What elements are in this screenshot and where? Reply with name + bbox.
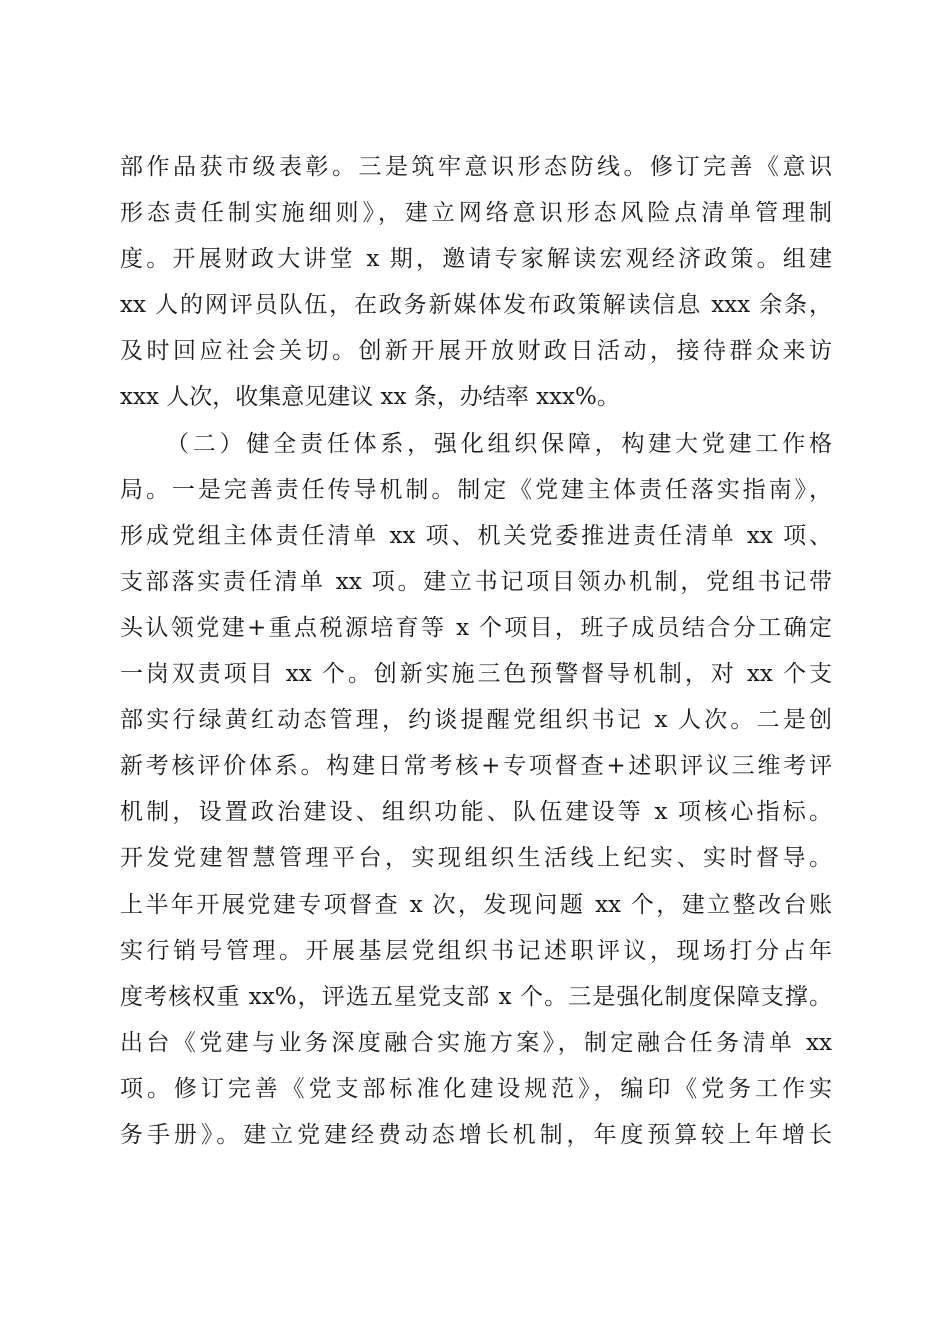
text-line: 出台《党建与业务深度融合实施方案》，制定融合任务清单 xx (120, 1029, 832, 1056)
section-heading-line: （二）健全责任体系，强化组织保障，构建大党建工作格 (166, 430, 832, 457)
text-line: 项。修订完善《党支部标准化建设规范》，编印《党务工作实 (120, 1075, 832, 1102)
text-line: 部实行绿黄红动态管理，约谈提醒党组织书记 x 人次。二是创 (120, 707, 832, 734)
text-line: 及时回应社会关切。创新开展开放财政日活动，接待群众来访 (120, 338, 832, 365)
text-line: 度。开展财政大讲堂 x 期，邀请专家解读宏观经济政策。组建 (120, 246, 832, 273)
text-line: 头认领党建+重点税源培育等 x 个项目，班子成员结合分工确定 (120, 614, 832, 641)
text-line: 一岗双责项目 xx 个。创新实施三色预警督导机制，对 xx 个支 (120, 661, 832, 688)
text-line: 部作品获市级表彰。三是筑牢意识形态防线。修订完善《意识 (120, 154, 832, 180)
text-line: 上半年开展党建专项督查 x 次，发现问题 xx 个，建立整改台账 (120, 891, 832, 918)
text-line: 局。一是完善责任传导机制。制定《党建主体责任落实指南》， (120, 476, 832, 503)
text-line: 支部落实责任清单 xx 项。建立书记项目领办机制，党组书记带 (120, 568, 832, 595)
body-text (120, 144, 832, 1158)
text-line: 度考核权重 xx%，评选五星党支部 x 个。三是强化制度保障支撑。 (120, 983, 832, 1010)
text-line: 机制，设置政治建设、组织功能、队伍建设等 x 项核心指标。 (120, 799, 832, 826)
text-line: 实行销号管理。开展基层党组织书记述职评议，现场打分占年 (120, 937, 832, 964)
text-line: 开发党建智慧管理平台，实现组织生活线上纪实、实时督导。 (120, 845, 832, 872)
text-line: 形态责任制实施细则》，建立网络意识形态风险点清单管理制 (120, 200, 832, 227)
text-line: xx 人的网评员队伍，在政务新媒体发布政策解读信息 xxx 余条， (120, 292, 832, 319)
text-line: 形成党组主体责任清单 xx 项、机关党委推进责任清单 xx 项、 (120, 522, 832, 549)
text-line: 务手册》。建立党建经费动态增长机制，年度预算较上年增长 (120, 1121, 832, 1148)
text-line: xxx 人次，收集意见建议 xx 条，办结率 xxx%。 (120, 384, 620, 411)
text-line: 新考核评价体系。构建日常考核+专项督查+述职评议三维考评 (120, 753, 832, 780)
